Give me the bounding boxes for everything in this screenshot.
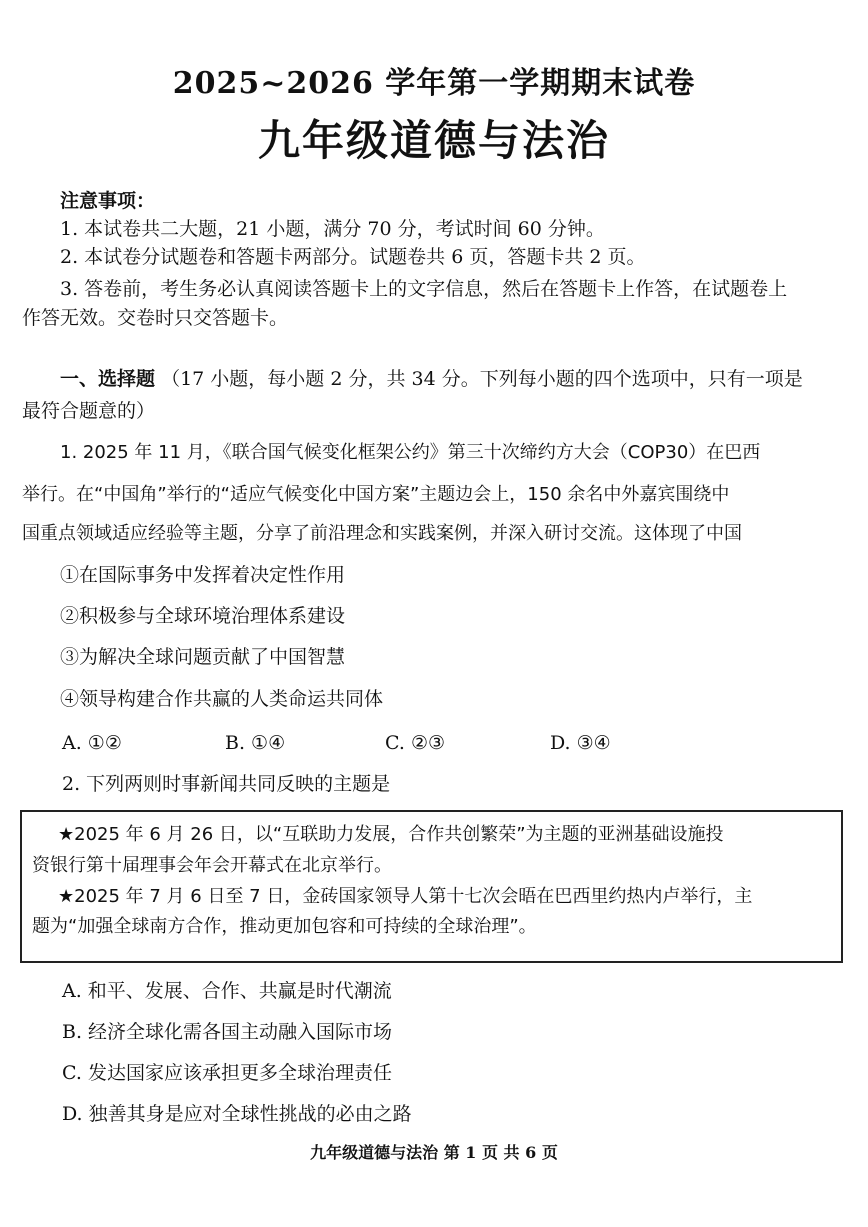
question-1-line: 举行。在“中国角”举行的“适应气候变化中国方案”主题边会上，150 余名中外嘉宾围绕中	[22, 484, 730, 505]
statement: ④领导构建合作共赢的人类命运共同体	[60, 688, 384, 710]
option-c: C. ②③	[385, 732, 446, 754]
question-1-line: 1. 2025 年 11 月，《联合国气候变化框架公约》第三十次缔约方大会（COP30）在巴西	[60, 442, 761, 463]
news-item: ★2025 年 6 月 26 日，以“互联助力发展，合作共创繁荣”为主题的亚洲基础设施投	[58, 824, 724, 845]
section-instruction: （17 小题，每小题 2 分，共 34 分。下列每小题的四个选项中，只有一项是	[161, 368, 803, 390]
option-b: B. 经济全球化需各国主动融入国际市场	[62, 1021, 393, 1043]
statement: ①在国际事务中发挥着决定性作用	[60, 564, 346, 586]
option-b: B. ①④	[225, 732, 286, 754]
notice-item: 2. 本试卷分试题卷和答题卡两部分。试题卷共 6 页，答题卡共 2 页。	[60, 246, 646, 268]
section-heading: 一、选择题	[60, 368, 156, 390]
statement: ③为解决全球问题贡献了中国智慧	[60, 646, 346, 668]
notice-heading: 注意事项：	[60, 190, 156, 212]
exam-title: 2025~2026 学年第一学期期末试卷	[172, 66, 696, 101]
option-d: D. ③④	[550, 732, 611, 754]
question-2-stem: 2. 下列两则时事新闻共同反映的主题是	[62, 773, 391, 795]
option-c: C. 发达国家应该承担更多全球治理责任	[62, 1062, 392, 1084]
section-heading-row	[60, 366, 803, 392]
option-a: A. ①②	[62, 732, 122, 754]
notice-item: 作答无效。交卷时只交答题卡。	[22, 307, 289, 329]
notice-item: 1. 本试卷共二大题，21 小题，满分 70 分，考试时间 60 分钟。	[60, 218, 605, 240]
section-instruction-cont: 最符合题意的）	[22, 400, 156, 422]
news-item: ★2025 年 7 月 6 日至 7 日，金砖国家领导人第十七次会晤在巴西里约热内卢举行，主	[58, 886, 753, 907]
news-item: 题为“加强全球南方合作，推动更加包容和可持续的全球治理”。	[32, 916, 537, 937]
option-a: A. 和平、发展、合作、共赢是时代潮流	[62, 980, 392, 1002]
statement: ②积极参与全球环境治理体系建设	[60, 605, 346, 627]
page-footer: 九年级道德与法治 第 1 页 共 6 页	[310, 1143, 558, 1162]
notice-item: 3. 答卷前，考生务必认真阅读答题卡上的文字信息，然后在答题卡上作答，在试题卷上	[60, 278, 788, 300]
subject-title: 九年级道德与法治	[257, 116, 610, 165]
option-d: D. 独善其身是应对全球性挑战的必由之路	[62, 1103, 412, 1125]
news-item: 资银行第十届理事会年会开幕式在北京举行。	[32, 855, 392, 876]
question-1-line: 国重点领域适应经验等主题，分享了前沿理念和实践案例，并深入研讨交流。这体现了中国	[22, 523, 742, 544]
